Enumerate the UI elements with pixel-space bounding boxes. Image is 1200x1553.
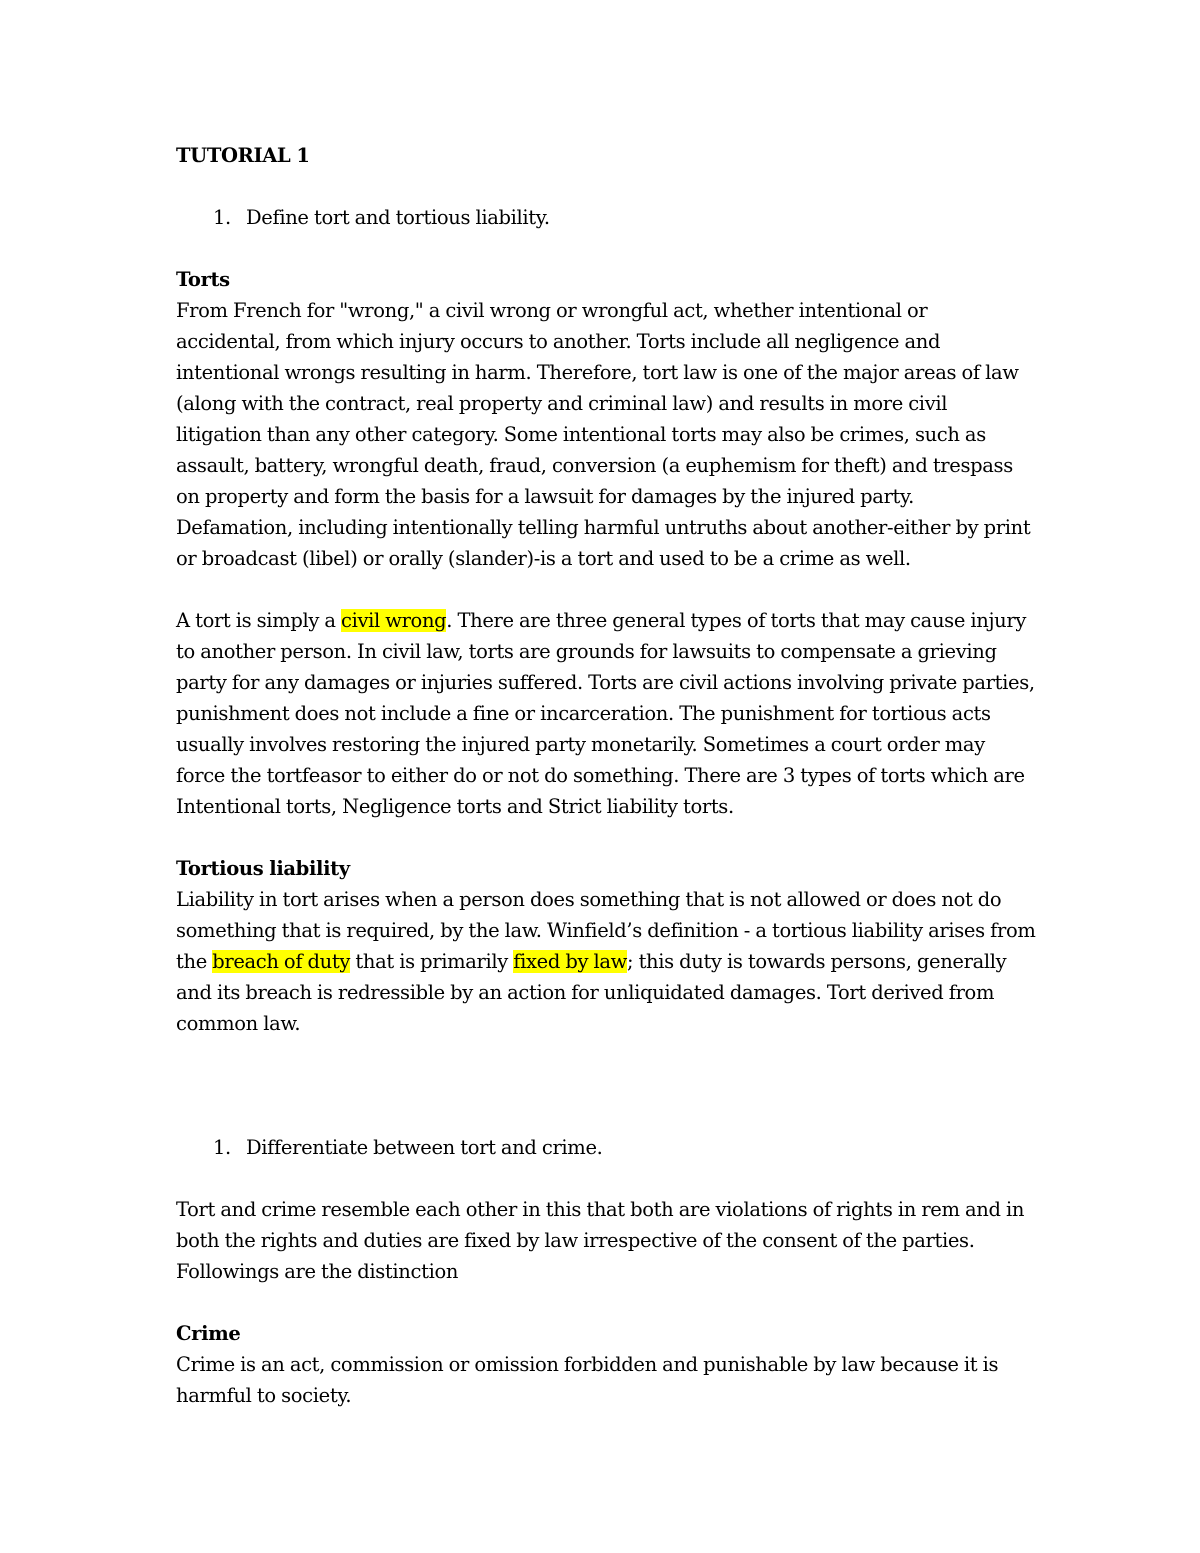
question-text: Differentiate between tort and crime. [246, 1136, 603, 1159]
spacer [176, 233, 1036, 264]
section-heading-crime: Crime [176, 1322, 241, 1345]
text-run: that is primarily [350, 950, 514, 973]
spacer [176, 1287, 1036, 1318]
question-text: Define tort and tortious liability. [246, 206, 550, 229]
question-1 [176, 202, 1036, 233]
highlight-civil-wrong: civil wrong [341, 609, 447, 632]
text-run: ; this duty is towards persons, generally and its breach is redressible by an action for unliquidated damages. Tort derived from common law. [176, 950, 1007, 1035]
spacer [176, 171, 1036, 202]
distinction-paragraph: Tort and crime resemble each other in this that both are violations of rights in rem and in both the rights and duties are fixed by law irrespective of the consent of the parties. Followings are the distinction [176, 1198, 1025, 1283]
list-number: 1. [213, 1136, 231, 1159]
torts-paragraph-2 [176, 605, 1036, 822]
document-title: TUTORIAL 1 [176, 144, 310, 167]
spacer [176, 574, 1036, 605]
text-run: Liability in tort arises when a person does something that is not allowed or does not do something that is required, by the law. Winfield’s definition - a tortious liability arises from the [176, 888, 1036, 973]
spacer [176, 1039, 1036, 1132]
spacer [176, 1163, 1036, 1194]
question-2 [176, 1132, 1036, 1163]
highlight-breach-of-duty: breach of duty [212, 950, 351, 973]
torts-paragraph: From French for "wrong," a civil wrong or wrongful act, whether intentional or accidental, from which injury occurs to another. Torts include all negligence and intentional wrongs resulting in harm. Therefore, tort law is one of the major areas of law (along with the contract, real property and criminal law) and results in more civil litigation than any other category. Some intentional torts may also be crimes, such as assault, battery, wrongful death, fraud, conversion (a euphemism for theft) and trespass on property and form the basis for a lawsuit for damages by the injured party. Defamation, including intentionally telling harmful untruths about another-either by print or broadcast (libel) or orally (slander)-is a tort and used to be a crime as well. [176, 299, 1031, 570]
text-run: . There are three general types of torts that may cause injury to another person. In civil law, torts are grounds for lawsuits to compensate a grieving party for any damages or injuries suffered. Torts are civil actions involving private parties, punishment does not include a fine or incarceration. The punishment for tortious acts usually involves restoring the injured party monetarily. Sometimes a court order may force the tortfeasor to either do or not do something. There are 3 types of torts which are Intentional torts, Negligence torts and Strict liability torts. [176, 609, 1035, 818]
section-heading-tortious-liability: Tortious liability [176, 857, 350, 880]
highlight-fixed-by-law: fixed by law [513, 950, 627, 973]
text-run: A tort is simply a [176, 609, 341, 632]
spacer [176, 822, 1036, 853]
crime-paragraph: Crime is an act, commission or omission forbidden and punishable by law because it is harmful to society. [176, 1353, 999, 1407]
document-body [176, 140, 1036, 1411]
section-heading-torts: Torts [176, 268, 230, 291]
list-number: 1. [213, 206, 231, 229]
tortious-liability-paragraph [176, 884, 1036, 1039]
